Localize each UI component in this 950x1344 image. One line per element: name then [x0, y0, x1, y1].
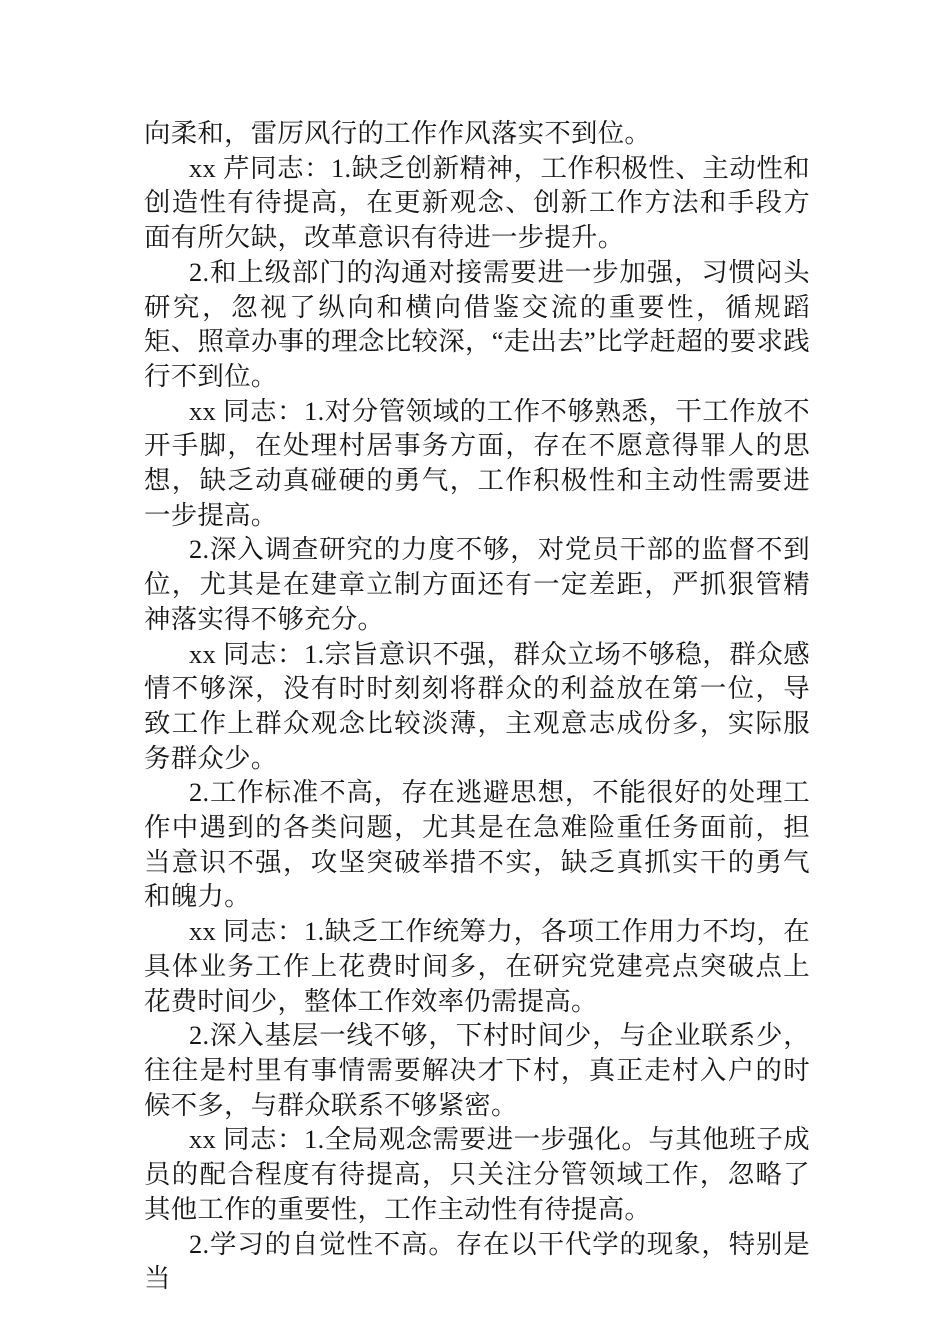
paragraph-comrade-qin-point-2: 2.和上级部门的沟通对接需要进一步加强，习惯闷头研究，忽视了纵向和横向借鉴交流的重要性，循规蹈矩、照章办事的理念比较深，“走出去”比学赶超的要求践行不到位。 — [144, 256, 810, 391]
paragraph-comrade-3-point-1: xx 同志：1.宗旨意识不强，群众立场不够稳，群众感情不够深，没有时时刻刻将群众的利益放在第一位，导致工作上群众观念比较淡薄，主观意志成份多，实际服务群众少。 — [144, 638, 810, 773]
paragraph-comrade-5-point-1: xx 同志：1.全局观念需要进一步强化。与其他班子成员的配合程度有待提高，只关注分管领域工作，忽略了其他工作的重要性，工作主动性有待提高。 — [144, 1124, 810, 1224]
paragraph-comrade-2-point-2: 2.深入调查研究的力度不够，对党员干部的监督不到位，尤其是在建章立制方面还有一定差距，严抓狠管精神落实得不够充分。 — [144, 534, 810, 634]
paragraph-comrade-5-point-2: 2.学习的自觉性不高。存在以干代学的现象，特别是当 — [144, 1228, 810, 1294]
paragraph-comrade-2-point-1: xx 同志：1.对分管领域的工作不够熟悉，干工作放不开手脚，在处理村居事务方面，存在不愿意得罪人的思想，缺乏动真碰硬的勇气，工作积极性和主动性需要进一步提高。 — [144, 395, 810, 530]
paragraph-comrade-qin-point-1: xx 芹同志：1.缺乏创新精神，工作积极性、主动性和创造性有待提高，在更新观念、创新工作方法和手段方面有所欠缺，改革意识有待进一步提升。 — [144, 152, 810, 253]
paragraph-comrade-4-point-1: xx 同志：1.缺乏工作统筹力，各项工作用力不均，在具体业务工作上花费时间多，在研究党建亮点突破点上花费时间少，整体工作效率仍需提高。 — [144, 916, 810, 1016]
paragraph-continuation: 向柔和，雷厉风行的工作作风落实不到位。 — [144, 118, 652, 148]
document-text-body — [144, 116, 810, 1296]
paragraph-comrade-3-point-2: 2.工作标准不高，存在逃避思想，不能很好的处理工作中遇到的各类问题，尤其是在急难险重任务面前，担当意识不强，攻坚突破举措不实，缺乏真抓实干的勇气和魄力。 — [144, 777, 810, 912]
paragraph-comrade-4-point-2: 2.深入基层一线不够，下村时间少，与企业联系少，往往是村里有事情需要解决才下村，真正走村入户的时候不多，与群众联系不够紧密。 — [144, 1020, 810, 1120]
